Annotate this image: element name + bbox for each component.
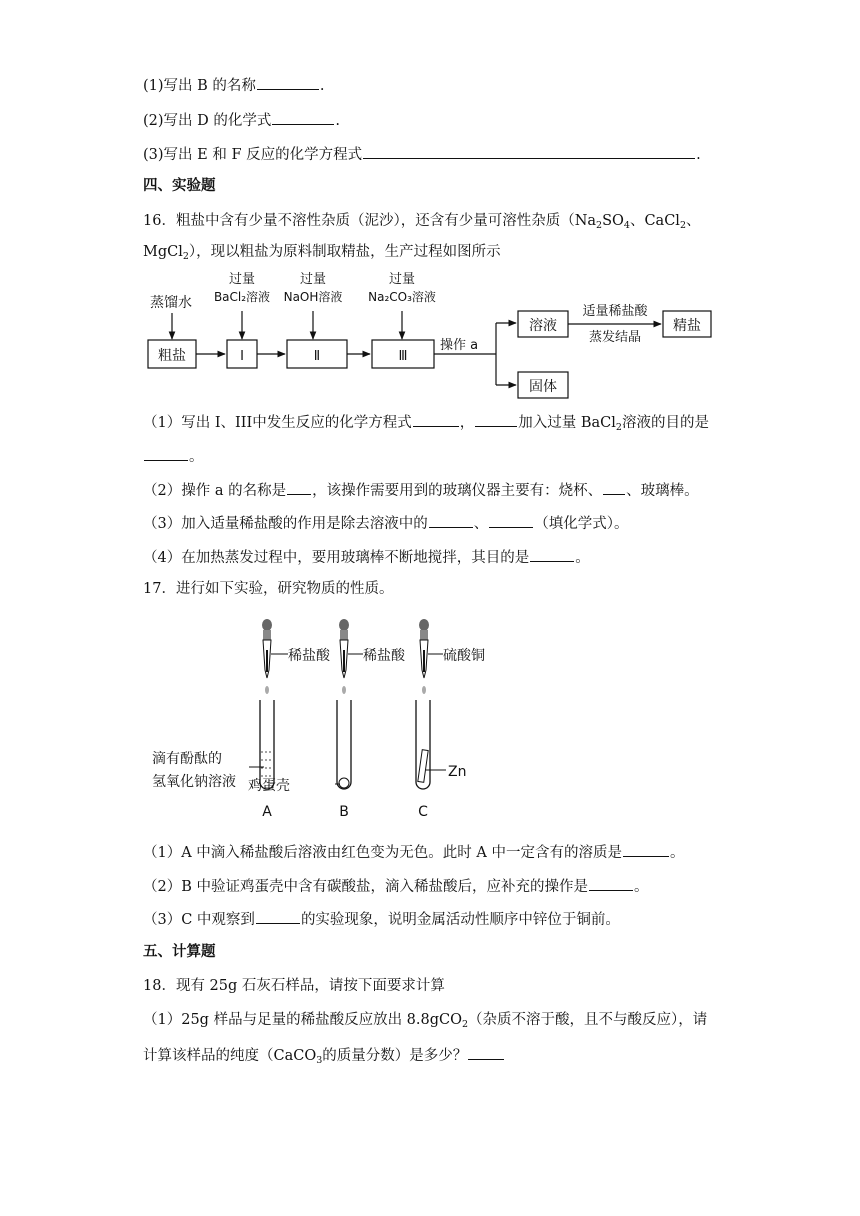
- q17-part1-text: （1）A 中滴入稀盐酸后溶液由红色变为无色。此时 A 中一定含有的溶质是: [143, 845, 622, 861]
- reagent-3-bottom: Na₂CO₃溶液: [368, 290, 436, 304]
- q17-part3: [143, 908, 620, 930]
- dropper-a: [262, 619, 288, 694]
- tube-a-label-line1: 滴有酚酞的: [152, 751, 222, 767]
- test-tube-c: [416, 700, 446, 789]
- answer-blank[interactable]: [256, 908, 300, 924]
- answer-blank[interactable]: [257, 74, 319, 90]
- q17-part1-text: 。: [670, 845, 685, 861]
- q16-part1-text: （1）写出 I、III中发生反应的化学方程式: [143, 415, 412, 431]
- section-5-title: 五、计算题: [143, 943, 216, 960]
- answer-blank[interactable]: [363, 143, 695, 159]
- q18-part1-line2: [143, 1044, 505, 1066]
- q17-part1: [143, 841, 685, 863]
- answer-blank[interactable]: [623, 841, 669, 857]
- q15-part3: (3)写出 E 和 F 反应的化学方程式 .: [143, 143, 701, 165]
- solid-label: 固体: [529, 379, 557, 395]
- q17-part3-text: （3）C 中观察到: [143, 912, 255, 928]
- test-tube-experiment-diagram: [150, 610, 510, 825]
- salt-purification-flowchart: [140, 265, 730, 410]
- q18-part1-text: （杂质不溶于酸，且不与酸反应），请: [468, 1012, 708, 1028]
- q16-part1-text: 加入过量 BaCl: [518, 415, 616, 431]
- dropper-c-label: 硫酸铜: [443, 648, 485, 664]
- q18-part1-line1: [143, 1010, 707, 1030]
- evaporate-label: 蒸发结晶: [588, 330, 642, 345]
- dropper-b-label: 稀盐酸: [363, 648, 405, 664]
- q16-part2-text: （2）操作 a 的名称是: [143, 483, 287, 499]
- q18-part1-text: 计算该样品的纯度（CaCO: [143, 1048, 317, 1064]
- q17-part2-text: 。: [634, 879, 649, 895]
- reagent-2-bottom: NaOH溶液: [283, 290, 343, 304]
- reagent-2-top: 过量: [299, 272, 327, 287]
- reagent-3-top: 过量: [388, 272, 416, 287]
- answer-blank[interactable]: [489, 512, 533, 528]
- q15-part2-text: (2)写出 D 的化学式: [143, 113, 272, 129]
- section-4-title: 四、实验题: [143, 177, 216, 194]
- test-tube-a: [249, 700, 274, 789]
- q16-stem-text: 16．粗盐中含有少量不溶性杂质（泥沙），还含有少量可溶性杂质（Na: [143, 213, 597, 229]
- q15-part3-text: (3)写出 E 和 F 反应的化学方程式: [143, 147, 363, 163]
- q16-stem-line2: [143, 242, 501, 262]
- q16-part2: [143, 479, 699, 501]
- refined-salt-label: 精盐: [673, 318, 701, 334]
- reagent-1-top: 过量: [228, 272, 256, 287]
- tube-b-label: 鸡蛋壳: [248, 778, 290, 794]
- reagent-1-bottom: BaCl₂溶液: [213, 290, 271, 304]
- q16-part4: [143, 546, 590, 568]
- q15-part1: (1)写出 B 的名称 .: [143, 74, 325, 96]
- q16-part1-text: 溶液的目的是: [621, 415, 709, 431]
- q16-part1-text: 。: [189, 449, 204, 465]
- step-1-label: Ⅰ: [240, 349, 244, 364]
- dropper-b: [339, 619, 363, 694]
- q16-part1-line1: [143, 411, 709, 433]
- acid-label: 适量稀盐酸: [582, 304, 648, 319]
- subscript: 4: [623, 220, 630, 231]
- q17-part2-text: （2）B 中验证鸡蛋壳中含有碳酸盐，滴入稀盐酸后，应补充的操作是: [143, 879, 588, 895]
- q16-part4-text: （4）在加热蒸发过程中，要用玻璃棒不断地搅拌，其目的是: [143, 550, 530, 566]
- q16-stem-text: MgCl: [143, 244, 183, 260]
- solution-label: 溶液: [529, 318, 557, 334]
- answer-blank[interactable]: [413, 411, 459, 427]
- q16-stem-text: SO: [602, 213, 624, 229]
- answer-blank[interactable]: [468, 1044, 504, 1060]
- q16-stem-text: 、: [685, 213, 701, 229]
- q16-part4-text: 。: [575, 550, 590, 566]
- q16-part2-text: ，该操作需要用到的玻璃仪器主要有：烧杯、: [312, 483, 603, 499]
- tube-a-letter: A: [262, 804, 272, 820]
- q17-part2: [143, 875, 649, 897]
- answer-blank[interactable]: [603, 479, 625, 495]
- operation-a-label: 操作 a: [440, 338, 479, 353]
- subscript: 2: [679, 220, 686, 231]
- q15-part1-text: (1)写出 B 的名称: [143, 78, 256, 94]
- answer-blank[interactable]: [530, 546, 574, 562]
- subscript: 2: [615, 422, 622, 433]
- answer-blank[interactable]: [144, 445, 188, 461]
- tube-c-letter: C: [418, 804, 428, 820]
- q17-part3-text: 的实验现象，说明金属活动性顺序中锌位于铜前。: [300, 912, 620, 928]
- q16-part2-text: 、玻璃棒。: [626, 483, 699, 499]
- answer-blank[interactable]: [429, 512, 473, 528]
- tube-b-letter: B: [339, 804, 349, 820]
- answer-blank[interactable]: [272, 109, 334, 125]
- q18-part1-text: （1）25g 样品与足量的稀盐酸反应放出 8.8gCO: [143, 1012, 462, 1028]
- q16-part3: [143, 512, 628, 534]
- step-2-label: Ⅱ: [313, 349, 321, 364]
- answer-blank[interactable]: [287, 479, 311, 495]
- q16-part1-text: ，: [459, 415, 475, 431]
- q16-part3-text: （3）加入适量稀盐酸的作用是除去溶液中的: [143, 516, 428, 532]
- answer-blank[interactable]: [475, 411, 517, 427]
- q18-part1-text: 的质量分数）是多少？: [322, 1048, 468, 1064]
- subscript: 2: [182, 251, 189, 262]
- q16-part3-text: （填化学式）。: [534, 516, 629, 532]
- q16-part1-line2: [143, 445, 204, 467]
- tube-c-label: Zn: [448, 764, 467, 780]
- q16-stem-text: ），现以粗盐为原料制取精盐，生产过程如图所示: [188, 244, 501, 260]
- subscript: 3: [316, 1055, 323, 1066]
- q15-part2: (2)写出 D 的化学式 .: [143, 109, 340, 131]
- subscript: 2: [462, 1019, 469, 1030]
- answer-blank[interactable]: [589, 875, 633, 891]
- dropper-a-label: 稀盐酸: [288, 648, 330, 664]
- step-3-label: Ⅲ: [398, 349, 408, 364]
- dropper-c: [419, 619, 443, 694]
- tube-a-label-line2: 氢氧化钠溶液: [152, 774, 236, 790]
- q16-part3-text: 、: [473, 516, 489, 532]
- subscript: 2: [596, 220, 603, 231]
- water-label: 蒸馏水: [150, 295, 192, 311]
- q16-stem-line1: [143, 211, 700, 231]
- test-tube-b: [335, 700, 351, 789]
- q18-stem: 18．现有 25g 石灰石样品，请按下面要求计算: [143, 978, 445, 994]
- q17-stem: 17．进行如下实验，研究物质的性质。: [143, 581, 394, 597]
- crude-salt-label: 粗盐: [158, 348, 186, 364]
- q16-stem-text: 、CaCl: [629, 213, 680, 229]
